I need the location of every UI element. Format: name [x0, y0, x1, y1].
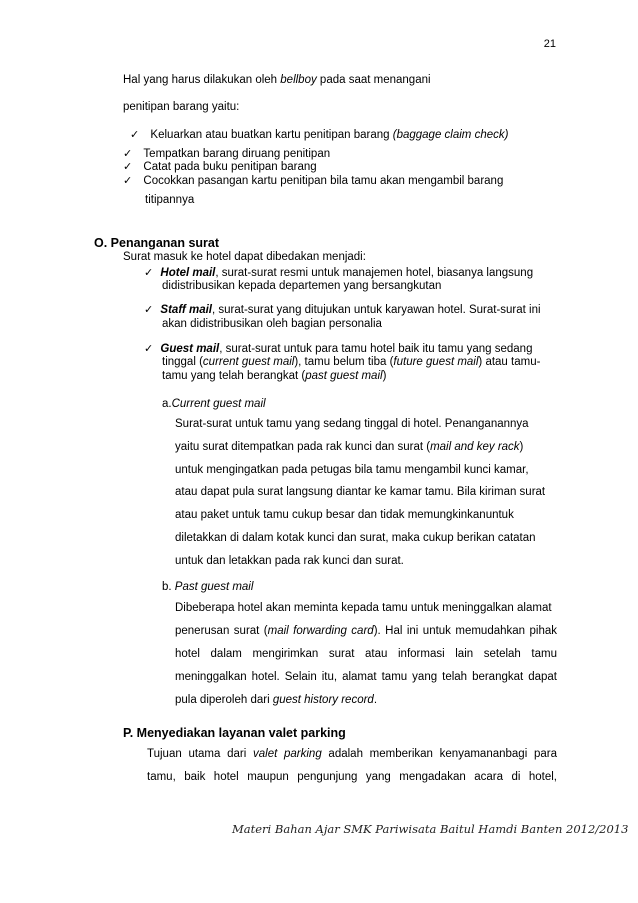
- intro-bellboy: bellboy: [280, 74, 317, 86]
- intro-check-0: [123, 147, 330, 160]
- intro-line-1: [123, 74, 431, 86]
- sub-b-title-text: Past guest mail: [174, 581, 254, 593]
- sub-a-line-4: atau paket untuk tamu cukup besar dan tidak memungkinkanuntuk: [175, 509, 514, 521]
- guest-l2-text: tinggal (: [162, 356, 203, 368]
- intro-text: Hal yang harus dilakukan oleh: [123, 74, 281, 86]
- sub-a-line-2: untuk mengingatkan pada petugas bila tamu mengambil kunci kamar,: [175, 464, 529, 476]
- sub-b-line-0: Dibeberapa hotel akan meminta kepada tamu untuk meninggalkan alamat: [175, 602, 552, 614]
- check-icon: ✓: [144, 342, 154, 355]
- sub-a-title-text: Current guest mail: [171, 398, 266, 410]
- check-icon: ✓: [123, 147, 133, 160]
- guest-mail-line-2: [162, 356, 540, 368]
- section-o-heading: O. Penanganan surat: [94, 236, 220, 250]
- check-icon: ✓: [130, 128, 140, 141]
- section-p-text: Tujuan utama dari: [147, 748, 253, 760]
- check-main-text: Keluarkan atau buatkan kartu penitipan barang: [150, 129, 393, 141]
- intro-check-1: [123, 160, 317, 173]
- sub-b-title: [162, 581, 253, 593]
- guest-mail-title: Guest mail: [160, 343, 220, 355]
- sub-a-line-3: atau dapat pula surat langsung diantar ke kamar tamu. Bila kiriman surat: [175, 486, 546, 498]
- section-p-heading: P. Menyediakan layanan valet parking: [123, 726, 346, 740]
- sub-b-line-3: meninggalkan hotel. Selain itu, alamat tamu yang telah berangkat dapat: [175, 671, 557, 683]
- hotel-mail-text: , surat-surat resmi untuk manajemen hotel, biasanya langsung: [215, 267, 534, 279]
- hotel-mail-line-2: didistribusikan kepada departemen yang bersangkutan: [162, 280, 442, 292]
- sub-b-italic: guest history record: [272, 694, 374, 706]
- intro-check-cont: titipannya: [145, 194, 195, 206]
- sub-a-line-6: untuk dan letakkan pada rak kunci dan surat.: [175, 555, 404, 567]
- guest-mail-text: , surat-surat untuk para tamu hotel baik itu tamu yang sedang: [219, 343, 533, 355]
- sub-a-text: yaitu surat ditempatkan pada rak kunci dan surat (: [175, 441, 431, 453]
- sub-b-line-4: [175, 694, 377, 706]
- staff-mail-text: , surat-surat yang ditujukan untuk karyawan hotel. Surat-surat ini: [211, 304, 541, 316]
- sub-b-text: .: [373, 694, 378, 706]
- sub-b-text: pula diperoleh dari: [175, 694, 273, 706]
- check-text: Catat pada buku penitipan barang: [143, 161, 317, 173]
- guest-mail-line-3: [162, 370, 386, 382]
- section-p-line-2: tamu, baik hotel maupun pengunjung yang mengadakan acara di hotel,: [147, 771, 557, 783]
- guest-l3-past: past guest mail: [305, 370, 383, 382]
- intro-check-2: [123, 174, 503, 187]
- sub-a-title: [162, 398, 266, 410]
- sub-b-prefix: b.: [162, 581, 175, 593]
- page-footer: Materi Bahan Ajar SMK Pariwisata Baitul Hamdi Banten 2012/2013: [232, 822, 629, 836]
- check-icon: ✓: [123, 174, 133, 187]
- sub-a-text: ): [519, 441, 524, 453]
- sub-a-line-5: diletakkan di dalam kotak kunci dan surat, maka cukup berikan catatan: [175, 532, 536, 544]
- sub-b-text: ). Hal ini untuk memudahkan pihak: [373, 625, 557, 637]
- staff-mail-line-2: akan didistribusikan oleh bagian personalia: [162, 318, 382, 330]
- check-icon: ✓: [123, 160, 133, 173]
- check-text: Tempatkan barang diruang penitipan: [143, 148, 331, 160]
- guest-l2-text: ), tamu belum tiba (: [294, 356, 394, 368]
- guest-l2-current: current guest mail: [202, 356, 295, 368]
- sub-b-line-1: [175, 625, 557, 637]
- section-p-italic: valet parking: [253, 748, 322, 760]
- sub-a-line-0: Surat-surat untuk tamu yang sedang tinggal di hotel. Penanganannya: [175, 418, 529, 430]
- intro-text-end: pada saat menangani: [316, 74, 431, 86]
- guest-mail-item: [144, 342, 532, 355]
- staff-mail-title: Staff mail: [160, 304, 212, 316]
- guest-l2-future: future guest mail: [393, 356, 479, 368]
- sub-a-italic: mail and key rack: [430, 441, 520, 453]
- section-p-line-1: [147, 748, 557, 760]
- sub-a-prefix: a.: [162, 398, 172, 410]
- sub-b-text: penerusan surat (: [175, 625, 268, 637]
- sub-a-line-1: [175, 441, 523, 453]
- sub-b-line-2: hotel dalam mengirimkan surat atau informasi lain setelah tamu: [175, 648, 557, 660]
- guest-l3-text: ): [382, 370, 387, 382]
- staff-mail-item: [144, 303, 541, 316]
- page-number: 21: [543, 38, 556, 50]
- intro-line-2: penitipan barang yaitu:: [123, 101, 240, 113]
- sub-b-italic: mail forwarding card: [267, 625, 374, 637]
- check-text: Cocokkan pasangan kartu penitipan bila tamu akan mengambil barang: [143, 175, 504, 187]
- intro-check-main: [130, 128, 508, 141]
- check-icon: ✓: [144, 303, 154, 316]
- guest-l2-text: ) atau tamu-: [478, 356, 541, 368]
- section-p-text: adalah memberikan kenyamananbagi para: [321, 748, 557, 760]
- section-o-intro: Surat masuk ke hotel dapat dibedakan menjadi:: [123, 251, 366, 263]
- hotel-mail-item: [144, 266, 533, 279]
- check-main-italic: (baggage claim check): [392, 129, 509, 141]
- guest-l3-text: tamu yang telah berangkat (: [162, 370, 306, 382]
- hotel-mail-title: Hotel mail: [160, 267, 216, 279]
- check-icon: ✓: [144, 266, 154, 279]
